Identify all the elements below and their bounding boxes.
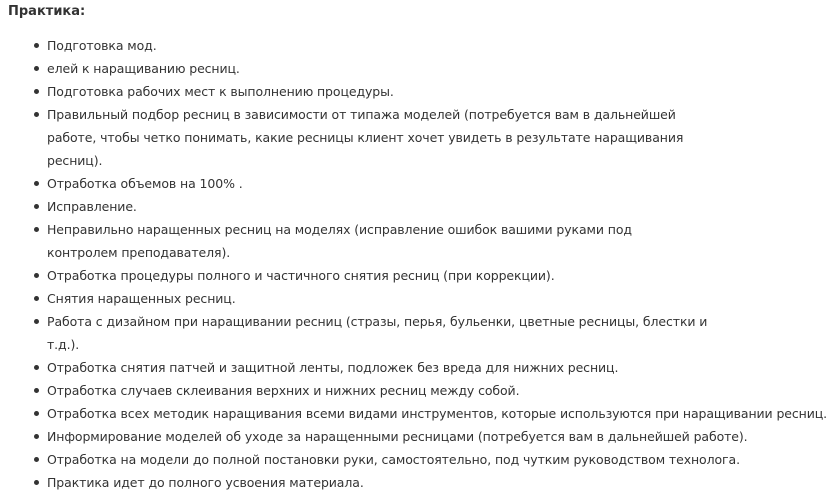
bullet-icon (34, 273, 39, 278)
list-item (8, 425, 839, 448)
list-item (8, 402, 839, 425)
list-item (8, 57, 839, 80)
list-item-text: Отработка случаев склеивания верхних и нижних ресниц между собой. (47, 383, 520, 398)
section-heading: Практика: (8, 4, 86, 19)
bullet-icon (34, 204, 39, 209)
list-item-text: Отработка объемов на 100% . (47, 176, 243, 191)
list-item (8, 310, 839, 356)
bullet-icon (34, 388, 39, 393)
list-item-text: Неправильно наращенных ресниц на моделях (исправление ошибок вашими руками под (47, 222, 632, 237)
list-item (8, 80, 839, 103)
list-item-text: Работа с дизайном при наращивании ресниц (стразы, перья, бульенки, цветные ресницы, блестки и (47, 314, 708, 329)
bullet-icon (34, 112, 39, 117)
list-item-text: контролем преподавателя). (47, 245, 231, 260)
list-item-text: ресниц). (47, 153, 103, 168)
list-item (8, 172, 839, 195)
list-item (8, 218, 839, 264)
list-item-text: Отработка на модели до полной постановки руки, самостоятельно, под чутким руководством технолога. (47, 452, 740, 467)
list-item-text: Подготовка мод. (47, 38, 157, 53)
bullet-icon (34, 296, 39, 301)
list-item-text: Отработка всех методик наращивания всеми видами инструментов, которые используются при наращивании ресниц. (47, 406, 828, 421)
bullet-icon (34, 227, 39, 232)
list-item (8, 34, 839, 57)
bullet-icon (34, 457, 39, 462)
bullet-icon (34, 365, 39, 370)
list-item (8, 287, 839, 310)
list-item (8, 195, 839, 218)
list-item-text: Информирование моделей об уходе за наращенными ресницами (потребуется вам в дальнейшей работе). (47, 429, 748, 444)
bullet-icon (34, 480, 39, 485)
list-item (8, 264, 839, 287)
list-item (8, 448, 839, 471)
bullet-icon (34, 66, 39, 71)
bullet-icon (34, 43, 39, 48)
bullet-icon (34, 319, 39, 324)
list-item-text: Подготовка рабочих мест к выполнению процедуры. (47, 84, 394, 99)
list-item-text: Исправление. (47, 199, 137, 214)
list-item-text: Отработка снятия патчей и защитной ленты, подложек без вреда для нижних ресниц. (47, 360, 619, 375)
list-item-text: Правильный подбор ресниц в зависимости от типажа моделей (потребуется вам в дальнейшей (47, 107, 676, 122)
list-item-text: Снятия наращенных ресниц. (47, 291, 236, 306)
list-item-text: Отработка процедуры полного и частичного снятия ресниц (при коррекции). (47, 268, 555, 283)
list-item-text: Практика идет до полного усвоения материала. (47, 475, 364, 490)
bullet-icon (34, 181, 39, 186)
list-item-text: работе, чтобы четко понимать, какие ресницы клиент хочет увидеть в результате наращивания (47, 130, 684, 145)
practice-list (8, 34, 839, 494)
list-item (8, 356, 839, 379)
list-item (8, 471, 839, 494)
bullet-icon (34, 89, 39, 94)
list-item-text: елей к наращиванию ресниц. (47, 61, 240, 76)
list-item (8, 103, 839, 172)
list-item-text: т.д.). (47, 337, 80, 352)
list-item (8, 379, 839, 402)
bullet-icon (34, 411, 39, 416)
bullet-icon (34, 434, 39, 439)
